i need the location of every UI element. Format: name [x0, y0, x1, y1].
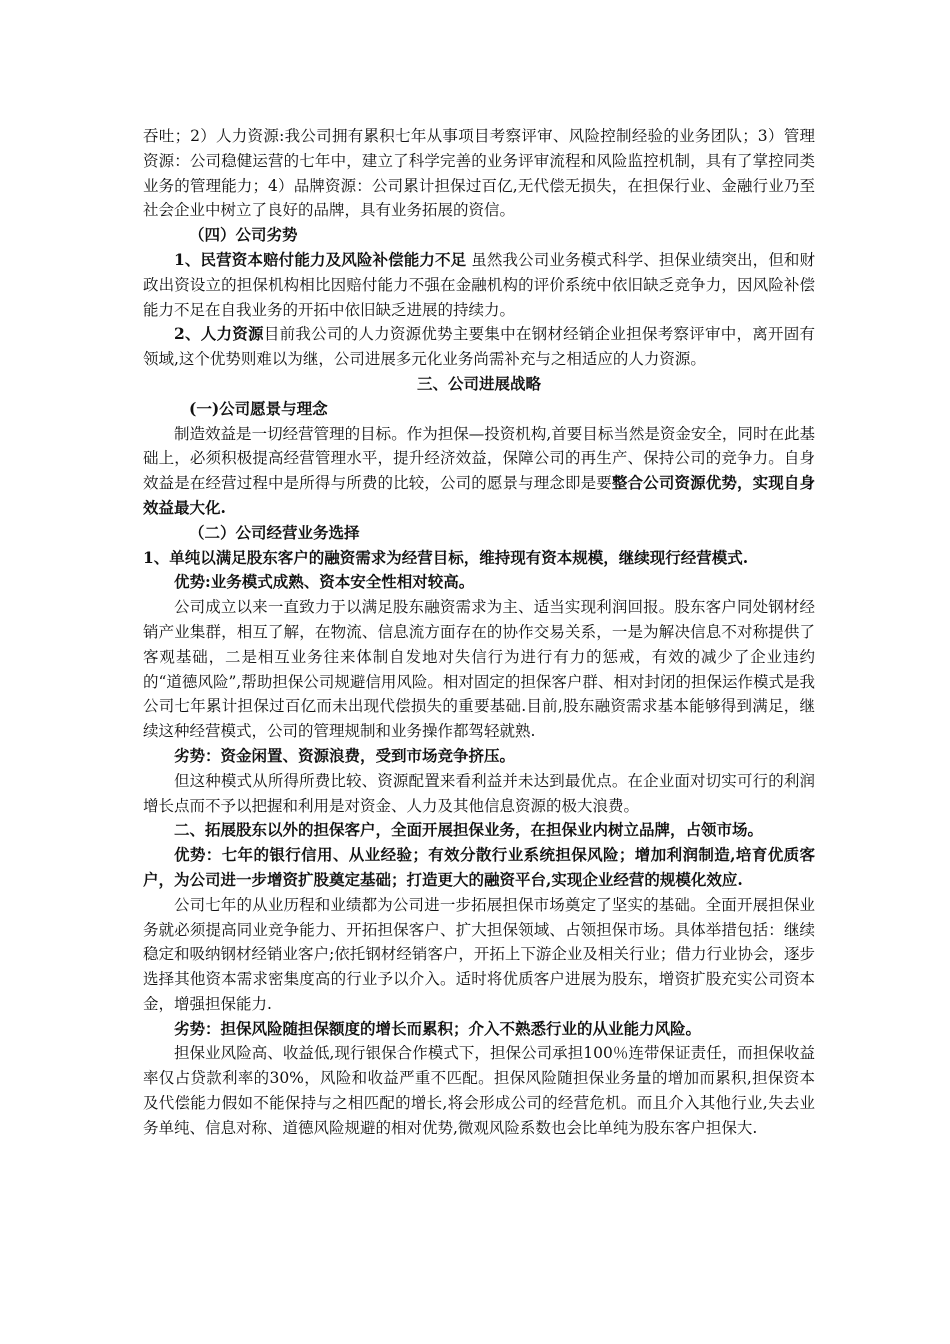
heading-vision: (一)公司愿景与理念 [189, 398, 328, 418]
option-one-strength-text: 公司成立以来一直致力于以满足股东融资需求为主、适当实现利润回报。股东客户同处钢材经销产业集群，相互了解，在物流、信息流方面存在的协作交易关系，一是为解决信息不对称提供了客观基础，二是相互业务往来体制自发地对失信行为进行有力的惩戒，有效的减少了企业违约的“道德风险”,帮助担保公司规避信用风险。相对固定的担保客户群、相对封闭的担保运作模式是我公司七年累计担保过百亿而未出现代偿损失的重要基础.目前,股东融资需求基本能够得到满足，继续这种经营模式，公司的管理规制和业务操作都驾轻就熟. [143, 598, 815, 741]
paragraph-resources: 吞吐；2）人力资源:我公司拥有累积七年从事项目考察评审、风险控制经验的业务团队；3）管理资源：公司稳健运营的七年中，建立了科学完善的业务评审流程和风险监控机制，具有了掌控同类业务的管理能力；4）品牌资源：公司累计担保过百亿,无代偿无损失，在担保行业、金融行业乃至社会企业中树立了良好的品牌，具有业务拓展的资信。 [143, 127, 815, 220]
weakness-capital-text: 虽然我公司业务模式科学、担保业绩突出，但和财政出资设立的担保机构相比因赔付能力不强在金融机构的评价系统中依旧缺乏竞争力，因风险补偿能力不足在自我业务的开拓中依旧缺乏进展的持续力。 [143, 250, 815, 319]
option-two-title: 二、拓展股东以外的担保客户，全面开展担保业务，在担保业内树立品牌，占领市场。 [174, 820, 764, 840]
option-two-strength-text: 公司七年的从业历程和业绩都为公司进一步拓展担保市场奠定了坚实的基础。全面开展担保业务就必须提高同业竞争能力、开拓担保客户、扩大担保领域、占领担保市场。具体举措包括：继续稳定和吸纳钢材经销业客户;依托钢材经销客户，开拓上下游企业及相关行业；借力行业协会，逐步选择其他资本需求密集度高的行业予以介入。适时将优质客户进展为股东，增资扩股充实公司资本金，增强担保能力. [143, 895, 815, 1013]
option-one-weakness-text: 但这种模式从所得所费比较、资源配置来看利益并未达到最优点。在企业面对切实可行的利润增长点而不予以把握和利用是对资金、人力及其他信息资源的极大浪费。 [143, 771, 815, 815]
heading-business-choice: （二）公司经营业务选择 [189, 522, 360, 542]
document-page [143, 124, 815, 1141]
option-two-strength: 优势：七年的银行信用、从业经验；有效分散行业系统担保风险；增加利润制造,培育优质客户，为公司进一步增资扩股奠定基础；打造更大的融资平台,实现企业经营的规模化效应. [143, 845, 815, 889]
weakness-hr-title: 2、人力资源 [174, 324, 264, 344]
option-one-weakness: 劣势：资金闲置、资源浪费，受到市场竞争挤压。 [174, 745, 516, 765]
heading-weakness: （四）公司劣势 [189, 225, 298, 245]
vision-text: 制造效益是一切经营管理的目标。作为担保—投资机构,首要目标当然是资金安全，同时在此基础上，必须积极提高经营管理水平，提升经济效益，保障公司的再生产、保持公司的竞争力。自身效益是在经营过程中是所得与所费的比较，公司的愿景与理念即是要 [143, 424, 815, 493]
option-two-weakness: 劣势：担保风险随担保额度的增长而累积；介入不熟悉行业的从业能力风险。 [174, 1018, 702, 1038]
paragraph-weakness-capital [143, 248, 815, 322]
vision-emphasis: 整合公司资源优势，实现自身效益最大化. [143, 473, 815, 517]
paragraph-weakness-hr [143, 322, 815, 372]
weakness-hr-text: 目前我公司的人力资源优势主要集中在钢材经销企业担保考察评审中，离开固有领域,这个优势则难以为继，公司进展多元化业务尚需补充与之相适应的人力资源。 [143, 325, 815, 369]
paragraph-vision [143, 422, 815, 521]
option-one-title: 1、单纯以满足股东客户的融资需求为经营目标，维持现有资本规模，继续现行经营模式. [143, 547, 749, 567]
option-one-strength: 优势:业务模式成熟、资本安全性相对较高。 [174, 572, 475, 592]
heading-strategy: 三、公司进展战略 [416, 373, 541, 393]
weakness-capital-title: 1、民营资本赔付能力及风险补偿能力不足 [174, 249, 467, 269]
option-two-weakness-text: 担保业风险高、收益低,现行银保合作模式下，担保公司承担100％连带保证责任，而担保收益率仅占贷款利率的30%，风险和收益严重不匹配。担保风险随担保业务量的增加而累积,担保资本及代偿能力假如不能保持与之相匹配的增长,将会形成公司的经营危机。而且介入其他行业,失去业务单纯、信息对称、道德风险规避的相对优势,微观风险系数也会比单纯为股东客户担保大. [143, 1044, 815, 1137]
